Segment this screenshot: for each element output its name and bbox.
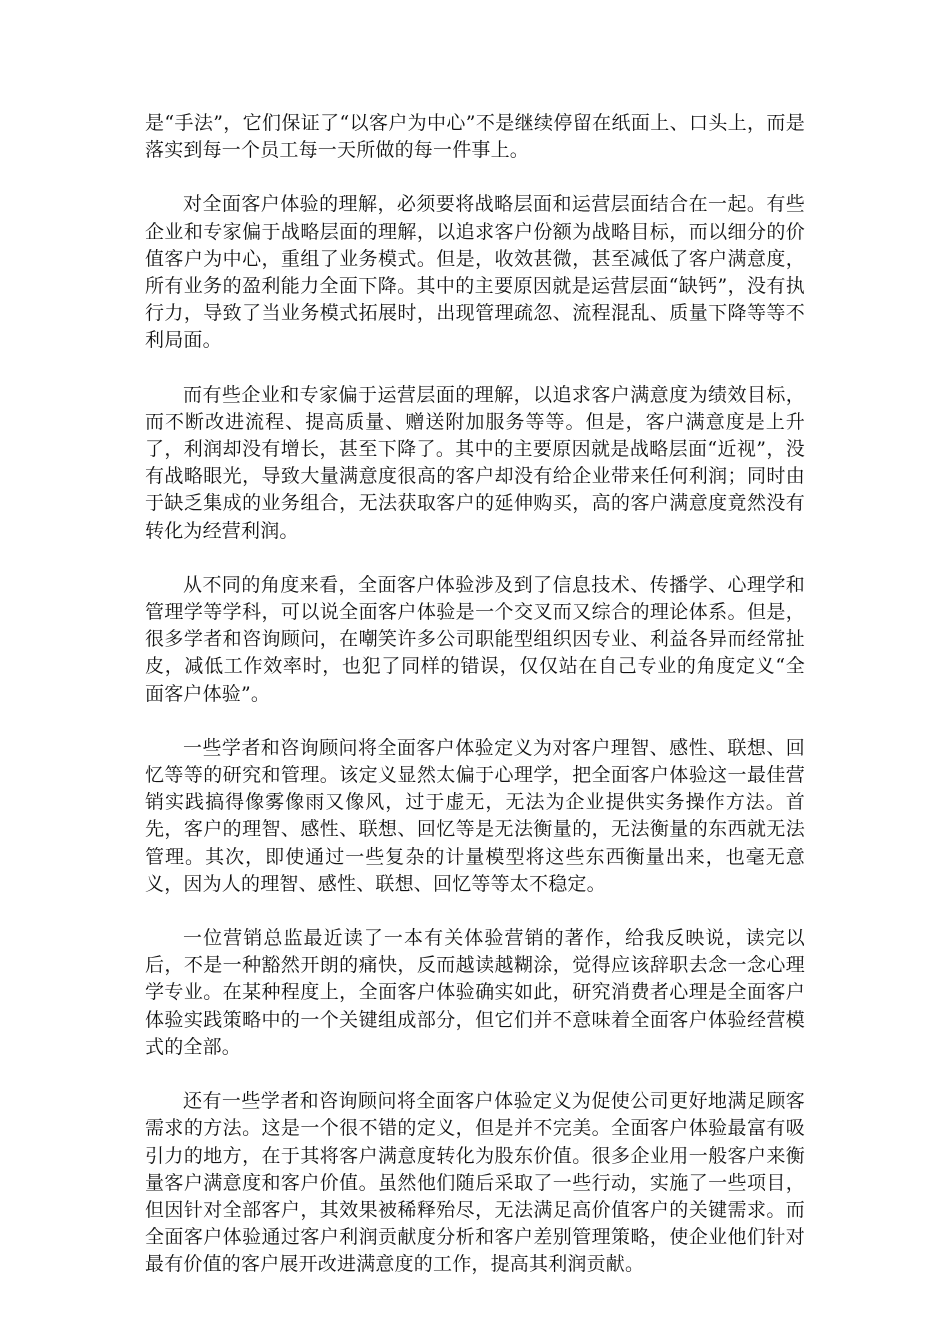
paragraph-5: 一些学者和咨询顾问将全面客户体验定义为对客户理智、感性、联想、回忆等等的研究和管理。该定义显然太偏于心理学，把全面客户体验这一最佳营销实践搞得像雾像雨又像风，过于虚无，无法为企业提供实务操作方法。首先，客户的理智、感性、联想、回忆等是无法衡量的，无法衡量的东西就无法管理。其次，即使通过一些复杂的计量模型将这些东西衡量出来，也毫无意义，因为人的理智、感性、联想、回忆等等太不稳定。 [145, 736, 805, 895]
paragraph-2: 对全面客户体验的理解，必须要将战略层面和运营层面结合在一起。有些企业和专家偏于战略层面的理解，以追求客户份额为战略目标，而以细分的价值客户为中心，重组了业务模式。但是，收效甚微，甚至减低了客户满意度，所有业务的盈利能力全面下降。其中的主要原因就是运营层面“缺钙”，没有执行力，导致了当业务模式拓展时，出现管理疏忽、流程混乱、质量下降等等不利局面。 [145, 193, 805, 352]
paragraph-7: 还有一些学者和咨询顾问将全面客户体验定义为促使公司更好地满足顾客需求的方法。这是一个很不错的定义，但是并不完美。全面客户体验最富有吸引力的地方，在于其将客户满意度转化为股东价值。很多企业用一般客户来衡量客户满意度和客户价值。虽然他们随后采取了一些行动，实施了一些项目，但因针对全部客户，其效果被稀释殆尽，无法满足高价值客户的关键需求。而全面客户体验通过客户利润贡献度分析和客户差别管理策略，使企业他们针对最有价值的客户展开改进满意度的工作，提高其利润贡献。 [145, 1090, 805, 1276]
paragraph-6: 一位营销总监最近读了一本有关体验营销的著作，给我反映说，读完以后，不是一种豁然开朗的痛快，反而越读越糊涂，觉得应该辞职去念一念心理学专业。在某种程度上，全面客户体验确实如此，研究消费者心理是全面客户体验实践策略中的一个关键组成部分，但它们并不意味着全面客户体验经营模式的全部。 [145, 927, 805, 1058]
document-body [145, 110, 805, 1279]
paragraph-4: 从不同的角度来看，全面客户体验涉及到了信息技术、传播学、心理学和管理学等学科，可以说全面客户体验是一个交叉而又综合的理论体系。但是，很多学者和咨询顾问，在嘲笑许多公司职能型组织因专业、利益各异而经常扯皮，减低工作效率时，也犯了同样的错误，仅仅站在自己专业的角度定义“全面客户体验”。 [145, 573, 805, 705]
paragraph-3: 而有些企业和专家偏于运营层面的理解，以追求客户满意度为绩效目标，而不断改进流程、提高质量、赠送附加服务等等。但是，客户满意度是上升了，利润却没有增长，甚至下降了。其中的主要原因就是战略层面“近视”，没有战略眼光，导致大量满意度很高的客户却没有给企业带来任何利润；同时由于缺乏集成的业务组合，无法获取客户的延伸购买，高的客户满意度竟然没有转化为经营利润。 [145, 383, 805, 542]
paragraph-1: 是“手法”，它们保证了“以客户为中心”不是继续停留在纸面上、口头上，而是落实到每一个员工每一天所做的每一件事上。 [145, 112, 805, 162]
